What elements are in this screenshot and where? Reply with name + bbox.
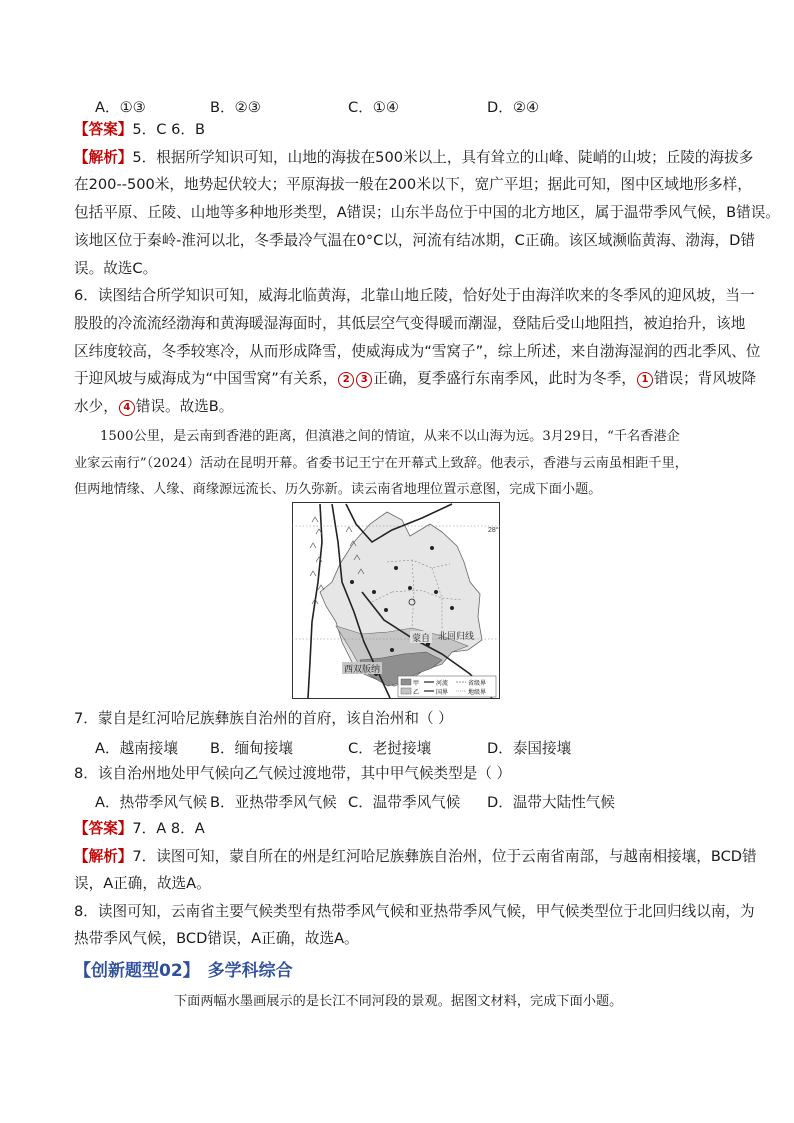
region-label: 西双版纳	[344, 664, 381, 674]
analysis-line: 区纬度较高，冬季较寒冷，从而形成降雪，使威海成为“雪窝子”，综上所述，来自渤海湿润的西北季风、位	[74, 343, 761, 360]
passage-2: 下面两幅水墨画展示的是长江不同河段的景观。据图文材料，完成下面小题。	[174, 994, 623, 1009]
svg-text:地级界: 地级界	[468, 690, 487, 696]
map-legend	[398, 676, 496, 697]
tropic-label: 北回归线	[438, 631, 475, 641]
section-heading: 【创新题型02】 多学科综合	[74, 961, 293, 981]
analysis-line: 股股的冷流流经渤海和黄海暖湿海面时，其低层空气变得暖而潮湿，登陆后受山地阻挡，被迫抬升，该地	[74, 315, 746, 332]
analysis-line: 6．读图结合所学知识可知，威海北临黄海，北靠山地丘陵，恰好处于由海洋吹来的冬季风的迎风坡，当一	[74, 287, 755, 304]
analysis-line: 误。故选C。	[74, 260, 158, 277]
q7-option-c: C．老挝接壤	[348, 740, 432, 757]
yunnan-location-map	[292, 502, 500, 699]
q7-option-d: D．泰国接壤	[487, 740, 572, 757]
analysis-line: 于迎风坡与威海成为“中国雪窝”有关系， 2 3 正确，夏季盛行东南季风，此时为冬季， 1 错误；背风坡降	[74, 370, 757, 387]
analysis-line: 【解析】5．根据所学知识可知，山地的海拔在500米以上，具有耸立的山峰、陡峭的山坡；丘陵的海拔多	[74, 149, 754, 166]
option-d: D．②④	[487, 99, 540, 116]
svg-text:国界: 国界	[436, 690, 449, 696]
option-c: C．①④	[348, 99, 399, 116]
analysis-line: 水少， 4 错误。故选B。	[74, 398, 234, 415]
question-8-stem: 8．该自治州地处甲气候向乙气候过渡地带，其中甲气候类型是（ ）	[74, 765, 512, 782]
passage-line: 1500公里，是云南到香港的距离，但滇港之间的情谊，从来不以山海为远。3月29日，“千名香港企	[100, 429, 680, 444]
svg-text:河流: 河流	[436, 681, 449, 687]
city-label-mengzi: 蒙自	[412, 633, 431, 643]
svg-text:乙: 乙	[413, 690, 420, 696]
analysis-line: 在200--500米，地势起伏较大；平原海拔一般在200米以下，宽广平坦；据此可知，图中区域地形多样，	[74, 176, 752, 193]
option-b: B．②③	[210, 99, 261, 116]
q8-option-d: D．温带大陆性气候	[487, 794, 615, 811]
analysis-line: 包括平原、丘陵、山地等多种地形类型，A错误；山东半岛位于中国的北方地区，属于温带季风气候，B错误。	[74, 204, 780, 221]
analysis-line: 该地区位于秦岭-淮河以北，冬季最冷气温在0°C以，河流有结冰期，C正确。该区域濒临黄海、渤海，D错	[74, 232, 756, 249]
q8-option-b: B．亚热带季风气候	[210, 794, 337, 811]
option-a: A．①③	[95, 99, 146, 116]
passage-line: 业家云南行”（2024）活动在昆明开幕。省委书记王宁在开幕式上致辞。他表示，香港与云南虽相距千里，	[74, 456, 688, 471]
analysis-line: 8．读图可知，云南省主要气候类型有热带季风气候和亚热带季风气候，甲气候类型位于北回归线以南，为	[74, 903, 755, 920]
question-7-stem: 7．蒙自是红河哈尼族彝族自治州的首府，该自治州和（ ）	[74, 710, 453, 727]
q7-option-a: A．越南接壤	[95, 740, 178, 757]
svg-text:省级界: 省级界	[468, 681, 487, 687]
answer-line-1: 【答案】5．C 6．B	[74, 121, 205, 138]
answer-line-2: 【答案】7．A 8．A	[74, 820, 205, 837]
analysis-line: 【解析】7．读图可知，蒙自所在的州是红河哈尼族彝族自治州，位于云南省南部，与越南相接壤，BCD错	[74, 848, 757, 865]
analysis-line: 误，A正确，故选A。	[74, 875, 211, 892]
q8-option-a: A．热带季风气候	[95, 794, 208, 811]
latitude-label: 28°	[488, 527, 499, 534]
svg-text:甲: 甲	[413, 681, 420, 687]
passage-line: 但两地情缘、人缘、商缘源远流长、历久弥新。读云南省地理位置示意图，完成下面小题。	[74, 482, 602, 497]
q8-option-c: C．温带季风气候	[348, 794, 461, 811]
q7-option-b: B．缅甸接壤	[210, 740, 293, 757]
analysis-line: 热带季风气候，BCD错误，A正确，故选A。	[74, 930, 359, 947]
